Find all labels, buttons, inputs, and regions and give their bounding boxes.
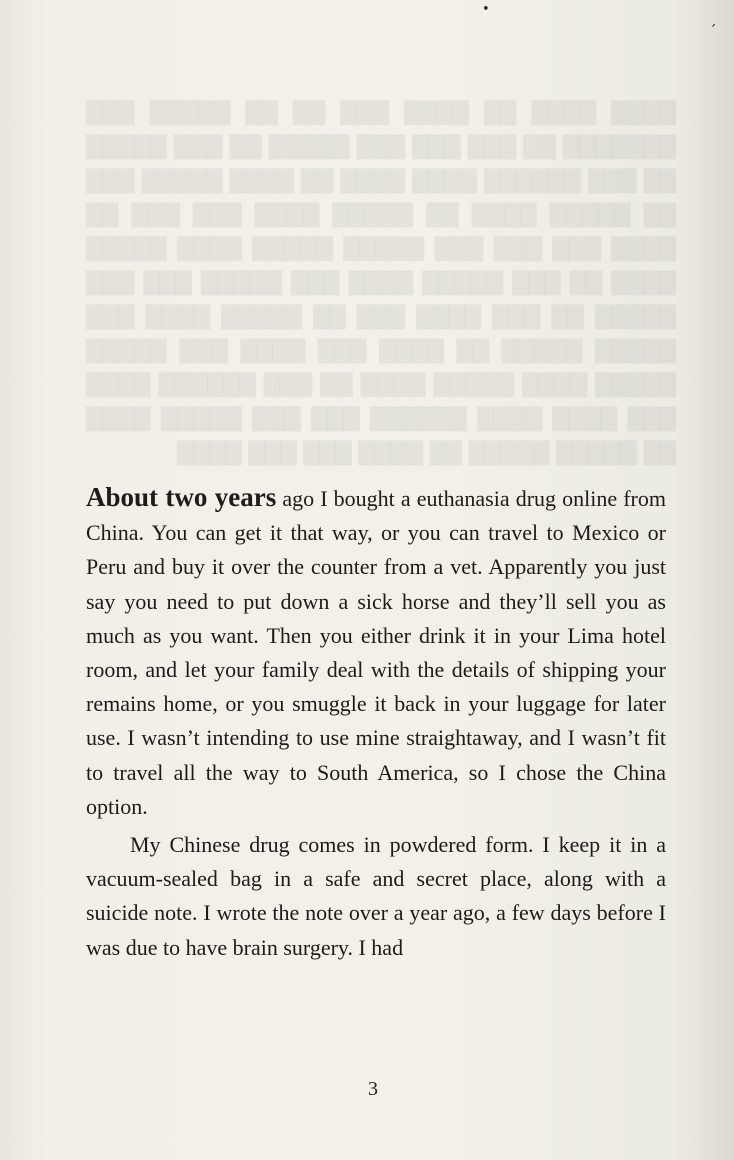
scan-speck: • xyxy=(482,2,490,17)
paragraph-1 xyxy=(86,480,666,824)
paragraph-lead-in: About two years xyxy=(86,482,277,512)
paragraph-1-text: ago I bought a euthanasia drug online from China. You can get it that way, or you can travel to Mexico or Peru and buy it over the counter from a vet. Apparently you just say you need to put down a sick horse and they’ll sell you as much as you want. Then you either drink it in your Lima hotel room, and let your family deal with the details of shipping your remains home, or you smuggle it back in your luggage for later use. I wasn’t intending to use mine straightaway, and I wasn’t fit to travel all the way to South America, so I chose the China option. xyxy=(86,486,666,819)
scan-speck: ’ xyxy=(707,21,717,38)
body-text xyxy=(86,480,666,965)
paragraph-2 xyxy=(86,828,666,965)
bleed-through-texture: ████ ████ ██ ████ ███ ██ ██ █████ ███ ███████ ██ ███ ███ ███ █████ ██ ███ █████ ██ ███ ██████ ████ ████ ██ ████ █████ ███ ██ █████ ████ ██ █████ ████ ███ ███ ██ ████ ███ ███ ███ █████ █████ ████ █████ ████ ██ ███ █████ ████ ███ █████ ███ ███ █████ ██ ███ ████ ███ ██ █████ ████ ███ █████ █████ ██ ████ ███ ████ ███ █████ █████ ████ █████ ████ ██ ███ ██████ ████ ███ ████ ████ ██████ ███ ███ █████ ████ ██ █████ █████ ██ ████ ███ ███ ████ xyxy=(86,101,676,465)
page-number: 3 xyxy=(368,1078,378,1100)
paragraph-2-text: My Chinese drug comes in powdered form. I keep it in a vacuum-sealed bag in a safe and secret place, along with a suicide note. I wrote the note over a year ago, a few days before I was due to have brain surgery. I had xyxy=(86,832,666,960)
